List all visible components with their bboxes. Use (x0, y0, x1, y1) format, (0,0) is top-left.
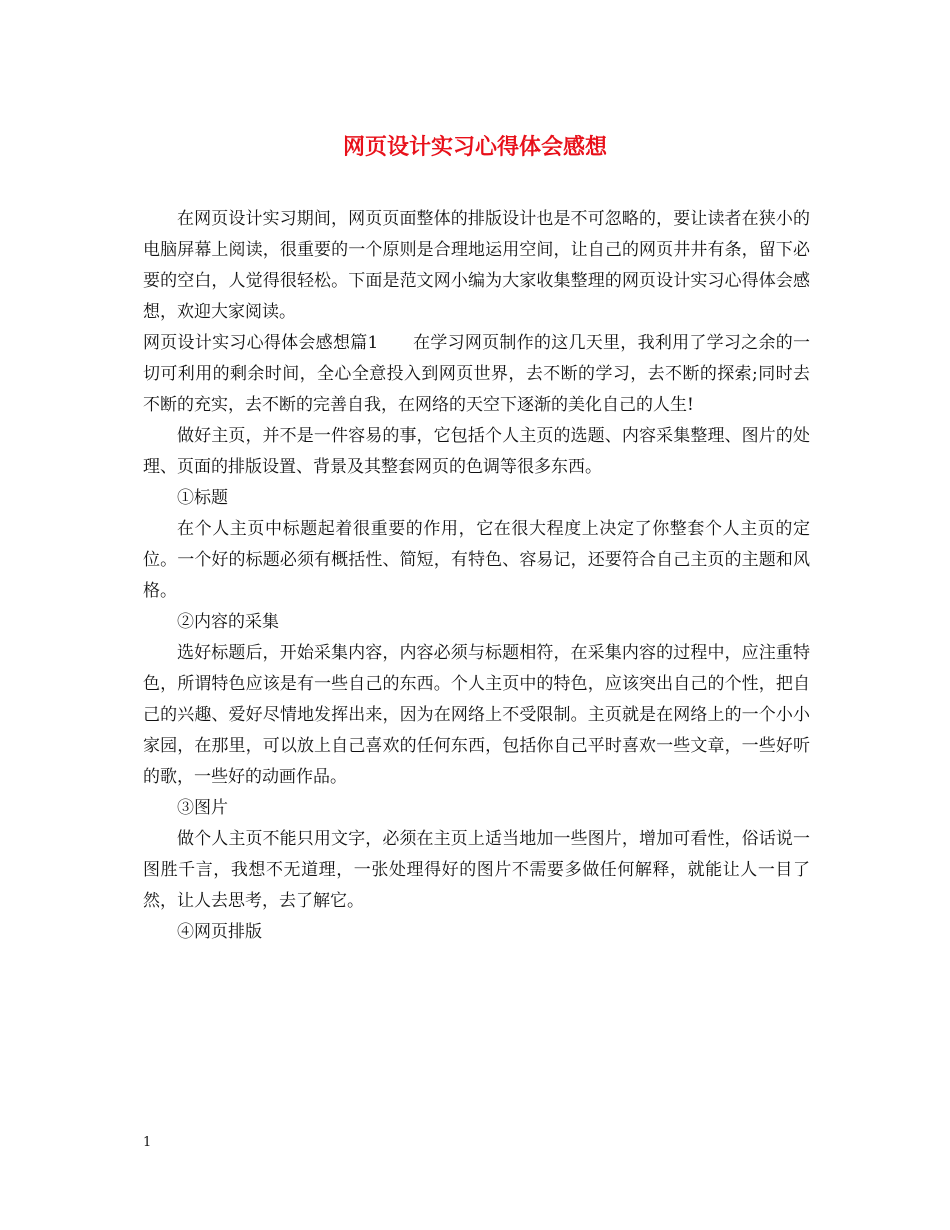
page-number: 1 (143, 1135, 152, 1150)
paragraph: 做个人主页不能只用文字，必须在主页上适当地加一些图片，增加可看性，俗话说一图胜千言，我想不无道理，一张处理得好的图片不需要多做任何解释，就能让人一目了然，让人去思考，去了解它。 (143, 829, 810, 911)
paragraph: ②内容的采集 (177, 612, 279, 632)
paragraph: 在个人主页中标题起着很重要的作用，它在很大程度上决定了你整套个人主页的定位。一个好的标题必须有概括性、简短，有特色、容易记，还要符合自己主页的主题和风格。 (143, 519, 810, 601)
paragraph: 选好标题后，开始采集内容，内容必须与标题相符，在采集内容的过程中，应注重特色，所谓特色应该是有一些自己的东西。个人主页中的特色，应该突出自己的个性，把自己的兴趣、爱好尽情地发挥出来，因为在网络上不受限制。主页就是在网络上的一个小小家园，在那里，可以放上自己喜欢的任何东西，包括你自己平时喜欢一些文章，一些好听的歌，一些好的动画作品。 (143, 643, 810, 787)
paragraph: ①标题 (177, 488, 228, 508)
paragraph: ④网页排版 (177, 922, 262, 942)
document-title: 网页设计实习心得体会感想 (342, 134, 607, 160)
paragraph: ③图片 (177, 798, 228, 818)
document-body (143, 204, 810, 948)
paragraph: 在网页设计实习期间，网页页面整体的排版设计也是不可忽略的，要让读者在狭小的电脑屏幕上阅读，很重要的一个原则是合理地运用空间，让自己的网页井井有条，留下必要的空白，人觉得很轻松。下面是范文网小编为大家收集整理的网页设计实习心得体会感想，欢迎大家阅读。 (143, 209, 810, 322)
paragraph: 做好主页，并不是一件容易的事，它包括个人主页的选题、内容采集整理、图片的处理、页面的排版设置、背景及其整套网页的色调等很多东西。 (143, 426, 810, 477)
paragraph: 网页设计实习心得体会感想篇1 在学习网页制作的这几天里，我利用了学习之余的一切可利用的剩余时间，全心全意投入到网页世界，去不断的学习，去不断的探索;同时去不断的充实，去不断的完善自我，在网络的天空下逐渐的美化自己的人生! (143, 333, 810, 415)
